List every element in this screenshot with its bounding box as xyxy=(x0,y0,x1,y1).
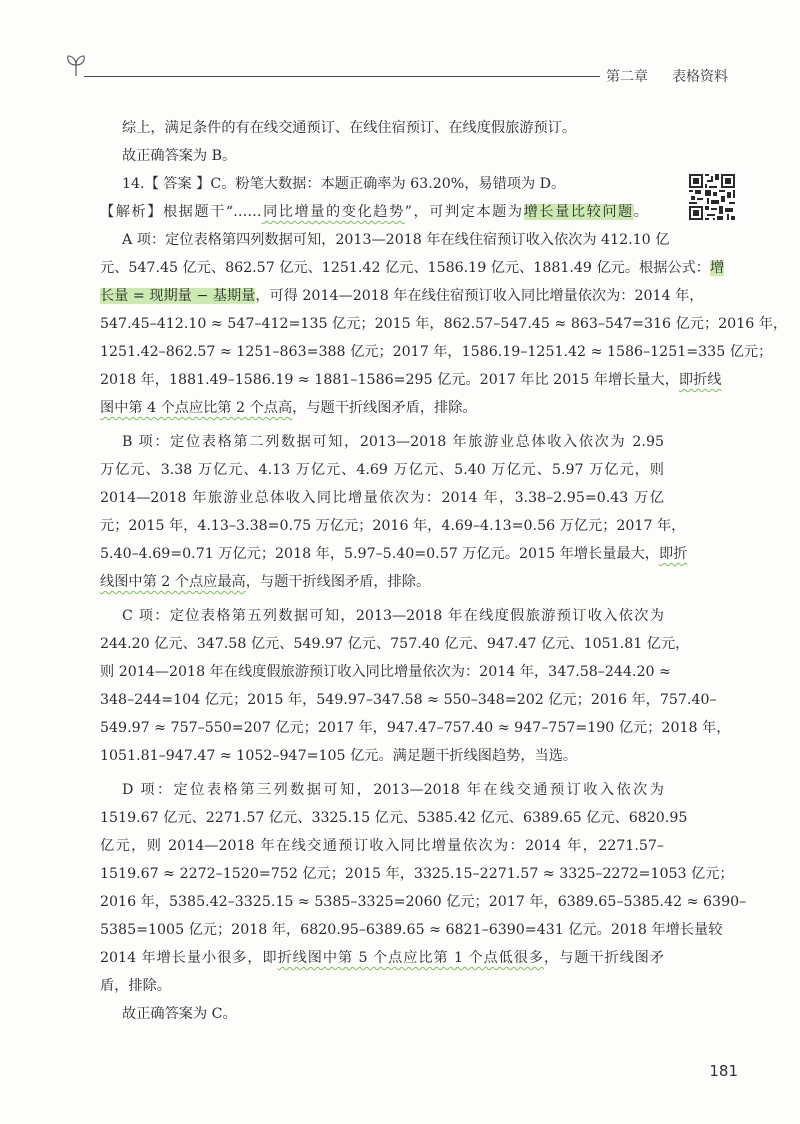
leaf-sprout-icon xyxy=(62,50,90,78)
option-d-line: 1519.67 ≈ 2272–1520=752 亿元；2015 年，3325.15–2271.57 ≈ 3325–2272=1053 亿元； xyxy=(100,866,734,882)
option-a-line: A 项：定位表格第四列数据可知，2013—2018 年在线住宿预订收入依次为 412.10 亿 xyxy=(122,232,670,248)
option-a-text: 元、547.45 亿元、862.57 亿元、1251.42 亿元、1586.19 亿元、1881.49 亿元。根据公式： xyxy=(100,260,710,276)
option-b-line: 万亿元、3.38 万亿元、4.13 万亿元、4.69 万亿元、5.40 万亿元、5.97 万亿元，则 xyxy=(100,462,664,478)
option-b-text: 5.40–4.69=0.71 万亿元；2018 年，5.97–5.40=0.57 万亿元。2015 年增长量最大， xyxy=(100,546,659,562)
option-d-line: 1519.67 亿元、2271.57 亿元、3325.15 亿元、5385.42 亿元、6389.65 亿元、6820.95 xyxy=(100,810,688,826)
answer-line: 14.【 答案 】C。粉笔大数据：本题正确率为 63.20%，易错项为 D。 xyxy=(122,176,566,192)
underlined-phrase: 即折 xyxy=(658,546,688,562)
qr-code xyxy=(687,172,737,222)
option-b-line: 元；2015 年，4.13–3.38=0.75 万亿元；2016 年，4.69–4.13=0.56 万亿元；2017 年， xyxy=(100,518,686,534)
option-c-line: 549.97 ≈ 757–550=207 亿元；2017 年，947.47–757.40 ≈ 947–757=190 亿元；2018 年， xyxy=(100,720,731,736)
option-d-line: 亿元，则 2014—2018 年在线交通预订收入同比增量依次为：2014 年，2271.57– xyxy=(100,838,664,854)
analysis-text: 。 xyxy=(633,204,648,220)
underlined-phrase: 即折线 xyxy=(678,372,722,388)
option-a-line: 1251.42–862.57 ≈ 1251–863=388 亿元；2017 年，1586.19–1251.42 ≈ 1586–1251=335 亿元； xyxy=(100,344,773,360)
option-d-line: 2016 年，5385.42–3325.15 ≈ 5385–3325=2060 亿元；2017 年，6389.65–5385.42 ≈ 6390– xyxy=(100,894,747,910)
option-a-text: 2018 年，1881.49–1586.19 ≈ 1881–1586=295 亿元。2017 年比 2015 年增长量大， xyxy=(100,372,679,388)
option-c-line: C 项：定位表格第五列数据可知，2013—2018 年在线度假旅游预订收入依次为 xyxy=(122,608,664,624)
option-c-line: 1051.81–947.47 ≈ 1052–947=105 亿元。满足题干折线图趋势，当选。 xyxy=(100,748,578,764)
analysis-text: 【解析】根据题干“…… xyxy=(100,204,262,220)
option-a-line xyxy=(100,366,722,394)
header-chapter: 第二章 xyxy=(606,69,648,85)
option-d-line: 5385=1005 亿元；2018 年，6820.95–6389.65 ≈ 6821–6390=431 亿元。2018 年增长量较 xyxy=(100,922,723,938)
option-d-line xyxy=(100,944,664,972)
underlined-phrase: 折线图中第 5 个点应比第 1 个点低很多 xyxy=(277,950,545,966)
option-c-line: 则 2014—2018 年在线度假旅游预订收入同比增量依次为：2014 年，347.58–244.20 ≈ xyxy=(100,664,671,680)
option-a-line xyxy=(100,282,704,310)
option-a-line xyxy=(100,394,520,422)
highlighted-formula: 长量 = 现期量 − 基期量 xyxy=(100,288,256,304)
option-b-line xyxy=(100,540,688,568)
option-d-line: 盾，排除。 xyxy=(100,978,171,994)
highlighted-formula: 增 xyxy=(709,260,725,276)
highlighted-phrase: 增长量比较问题 xyxy=(523,204,634,220)
option-b-line xyxy=(100,568,520,596)
option-c-line: 244.20 亿元、347.58 亿元、549.97 亿元、757.40 亿元、947.47 亿元、1051.81 亿元， xyxy=(100,636,690,652)
option-d-text: ，与题干折线图矛 xyxy=(544,950,664,966)
option-d-line: D 项：定位表格第三列数据可知，2013—2018 年在线交通预订收入依次为 xyxy=(122,782,664,798)
option-a-line: 547.45–412.10 ≈ 547–412=135 亿元；2015 年，862.57–547.45 ≈ 863–547=316 亿元；2016 年， xyxy=(100,316,788,332)
option-a-text: ，与题干折线图矛盾，排除。 xyxy=(292,400,477,416)
text-line: 故正确答案为 B。 xyxy=(122,148,237,164)
option-b-line: B 项：定位表格第二列数据可知，2013—2018 年旅游业总体收入依次为 2.95 xyxy=(122,434,664,450)
underlined-phrase: 同比增量的变化趋势 xyxy=(261,204,405,220)
header-section: 表格资料 xyxy=(672,69,728,85)
analysis-line xyxy=(100,198,648,226)
option-c-line: 348–244=104 亿元；2015 年，549.97–347.58 ≈ 550–348=202 亿元；2016 年，757.40– xyxy=(100,692,717,708)
option-b-line: 2014—2018 年旅游业总体收入同比增量依次为：2014 年，3.38–2.95=0.43 万亿 xyxy=(100,490,664,506)
text-line: 综上，满足条件的有在线交通预订、在线住宿预订、在线度假旅游预订。 xyxy=(122,120,577,136)
page-number: 181 xyxy=(709,1062,738,1080)
header-rule xyxy=(84,76,600,77)
conclusion-line: 故正确答案为 C。 xyxy=(122,1006,237,1022)
option-a-line xyxy=(100,254,725,282)
underlined-phrase: 线图中第 2 个点应最高 xyxy=(100,574,246,590)
option-a-text: ，可得 2014—2018 年在线住宿预订收入同比增量依次为：2014 年， xyxy=(255,288,704,304)
option-b-text: ，与题干折线图矛盾，排除。 xyxy=(245,574,431,590)
analysis-text: ”，可判定本题为 xyxy=(404,204,524,220)
underlined-phrase: 图中第 4 个点应比第 2 个点高 xyxy=(100,400,293,416)
option-d-text: 2014 年增长量小很多，即 xyxy=(100,950,278,966)
